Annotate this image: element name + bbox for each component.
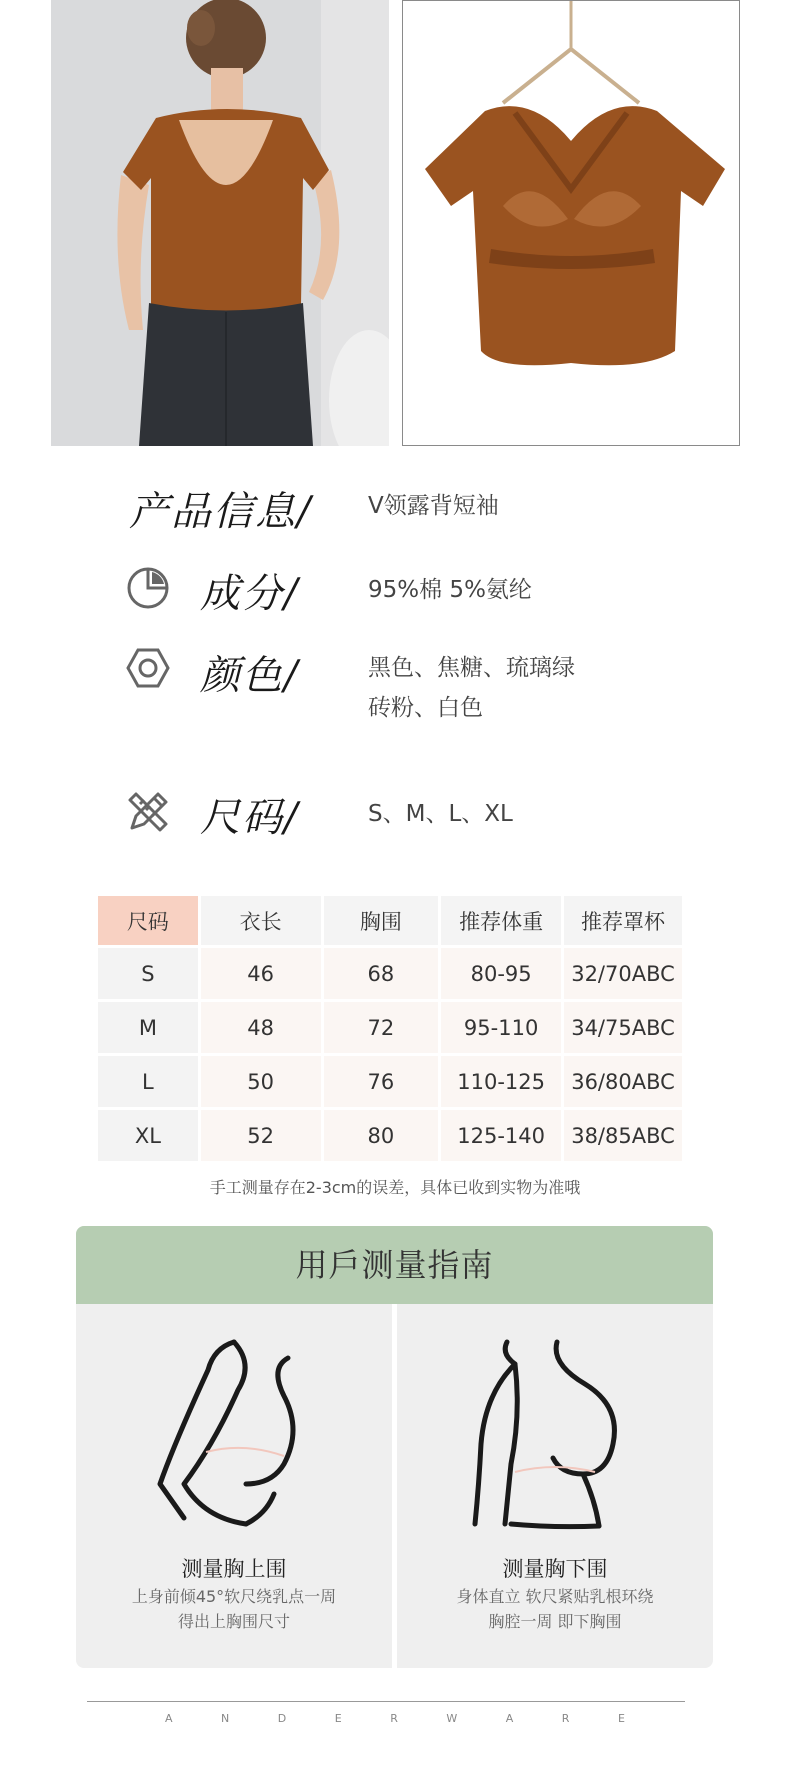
- cell-size: S: [98, 948, 198, 999]
- footer-letter: A: [505, 1712, 514, 1725]
- cell-length: 50: [201, 1056, 321, 1107]
- cell-bust: 72: [324, 1002, 439, 1053]
- cell-weight: 125-140: [441, 1110, 561, 1161]
- cell-cup: 36/80ABC: [564, 1056, 682, 1107]
- footer-letter: R: [561, 1712, 570, 1725]
- measurement-guide: [76, 1226, 713, 1668]
- cell-cup: 32/70ABC: [564, 948, 682, 999]
- size-label: 尺码/: [200, 795, 300, 841]
- upper-bust-desc-line2: 得出上胸围尺寸: [177, 1612, 290, 1631]
- under-bust-figure-icon: [455, 1334, 655, 1534]
- size-table-header: [98, 896, 682, 945]
- cell-size: L: [98, 1056, 198, 1107]
- product-name-value: V领露背短袖: [368, 493, 499, 519]
- cell-length: 48: [201, 1002, 321, 1053]
- cell-size: M: [98, 1002, 198, 1053]
- table-row: [98, 948, 682, 999]
- header-weight: 推荐体重: [441, 896, 561, 945]
- size-row: [0, 786, 790, 842]
- guide-title: 用戶测量指南: [76, 1226, 713, 1304]
- header-cup: 推荐罩杯: [564, 896, 682, 945]
- upper-bust-desc: [76, 1584, 392, 1634]
- cell-bust: 76: [324, 1056, 439, 1107]
- guide-card-upper-bust: [76, 1304, 392, 1668]
- table-row: [98, 1002, 682, 1053]
- upper-bust-desc-line1: 上身前倾45°软尺绕乳点一周: [131, 1587, 337, 1606]
- colors-value-line2: 砖粉、白色: [368, 695, 483, 721]
- composition-label: 成分/: [200, 571, 300, 617]
- product-hanger-photo: [402, 0, 740, 446]
- footer-letter: E: [334, 1712, 342, 1725]
- size-table: [95, 893, 685, 1164]
- model-back-photo: [51, 0, 389, 446]
- cell-bust: 68: [324, 948, 439, 999]
- cell-length: 52: [201, 1110, 321, 1161]
- under-bust-title: 测量胸下围: [502, 1557, 608, 1581]
- product-info-label: 产品信息/: [129, 489, 313, 535]
- under-bust-desc-line1: 身体直立 软尺紧贴乳根环绕: [456, 1587, 654, 1606]
- cell-weight: 110-125: [441, 1056, 561, 1107]
- under-bust-desc-line2: 胸腔一周 即下胸围: [488, 1612, 622, 1631]
- colors-label: 颜色/: [200, 653, 300, 699]
- cell-length: 46: [201, 948, 321, 999]
- cell-size: XL: [98, 1110, 198, 1161]
- footer-letter: R: [390, 1712, 398, 1725]
- header-length: 衣长: [201, 896, 321, 945]
- under-bust-desc: [397, 1584, 713, 1634]
- table-row: [98, 1056, 682, 1107]
- header-size: 尺码: [98, 896, 198, 945]
- pie-chart-icon: [124, 564, 172, 612]
- cell-weight: 80-95: [441, 948, 561, 999]
- cell-cup: 38/85ABC: [564, 1110, 682, 1161]
- footer-letter: A: [165, 1712, 173, 1725]
- header-bust: 胸围: [324, 896, 439, 945]
- cell-cup: 34/75ABC: [564, 1002, 682, 1053]
- cell-weight: 95-110: [441, 1002, 561, 1053]
- measurement-note: 手工测量存在2-3cm的误差，具体已收到实物为准哦: [209, 1178, 581, 1197]
- colors-value-line1: 黑色、焦糖、琉璃绿: [368, 655, 575, 681]
- pencil-ruler-icon: [124, 788, 172, 836]
- composition-value: 95%棉 5%氨纶: [368, 577, 532, 603]
- footer-letter: W: [446, 1712, 458, 1725]
- footer-letter: N: [221, 1712, 230, 1725]
- upper-bust-figure-icon: [134, 1334, 334, 1534]
- footer-letter: E: [617, 1712, 625, 1725]
- footer-brand-letters: [165, 1712, 625, 1725]
- product-info-row: [0, 480, 790, 536]
- table-row: [98, 1110, 682, 1161]
- size-value: S、M、L、XL: [368, 801, 513, 827]
- footer-divider: [87, 1701, 685, 1702]
- hexagon-nut-icon: [124, 644, 172, 692]
- cell-bust: 80: [324, 1110, 439, 1161]
- footer-letter: D: [277, 1712, 287, 1725]
- composition-row: [0, 562, 790, 618]
- guide-card-under-bust: [397, 1304, 713, 1668]
- colors-row: [0, 644, 790, 734]
- upper-bust-title: 测量胸上围: [181, 1557, 287, 1581]
